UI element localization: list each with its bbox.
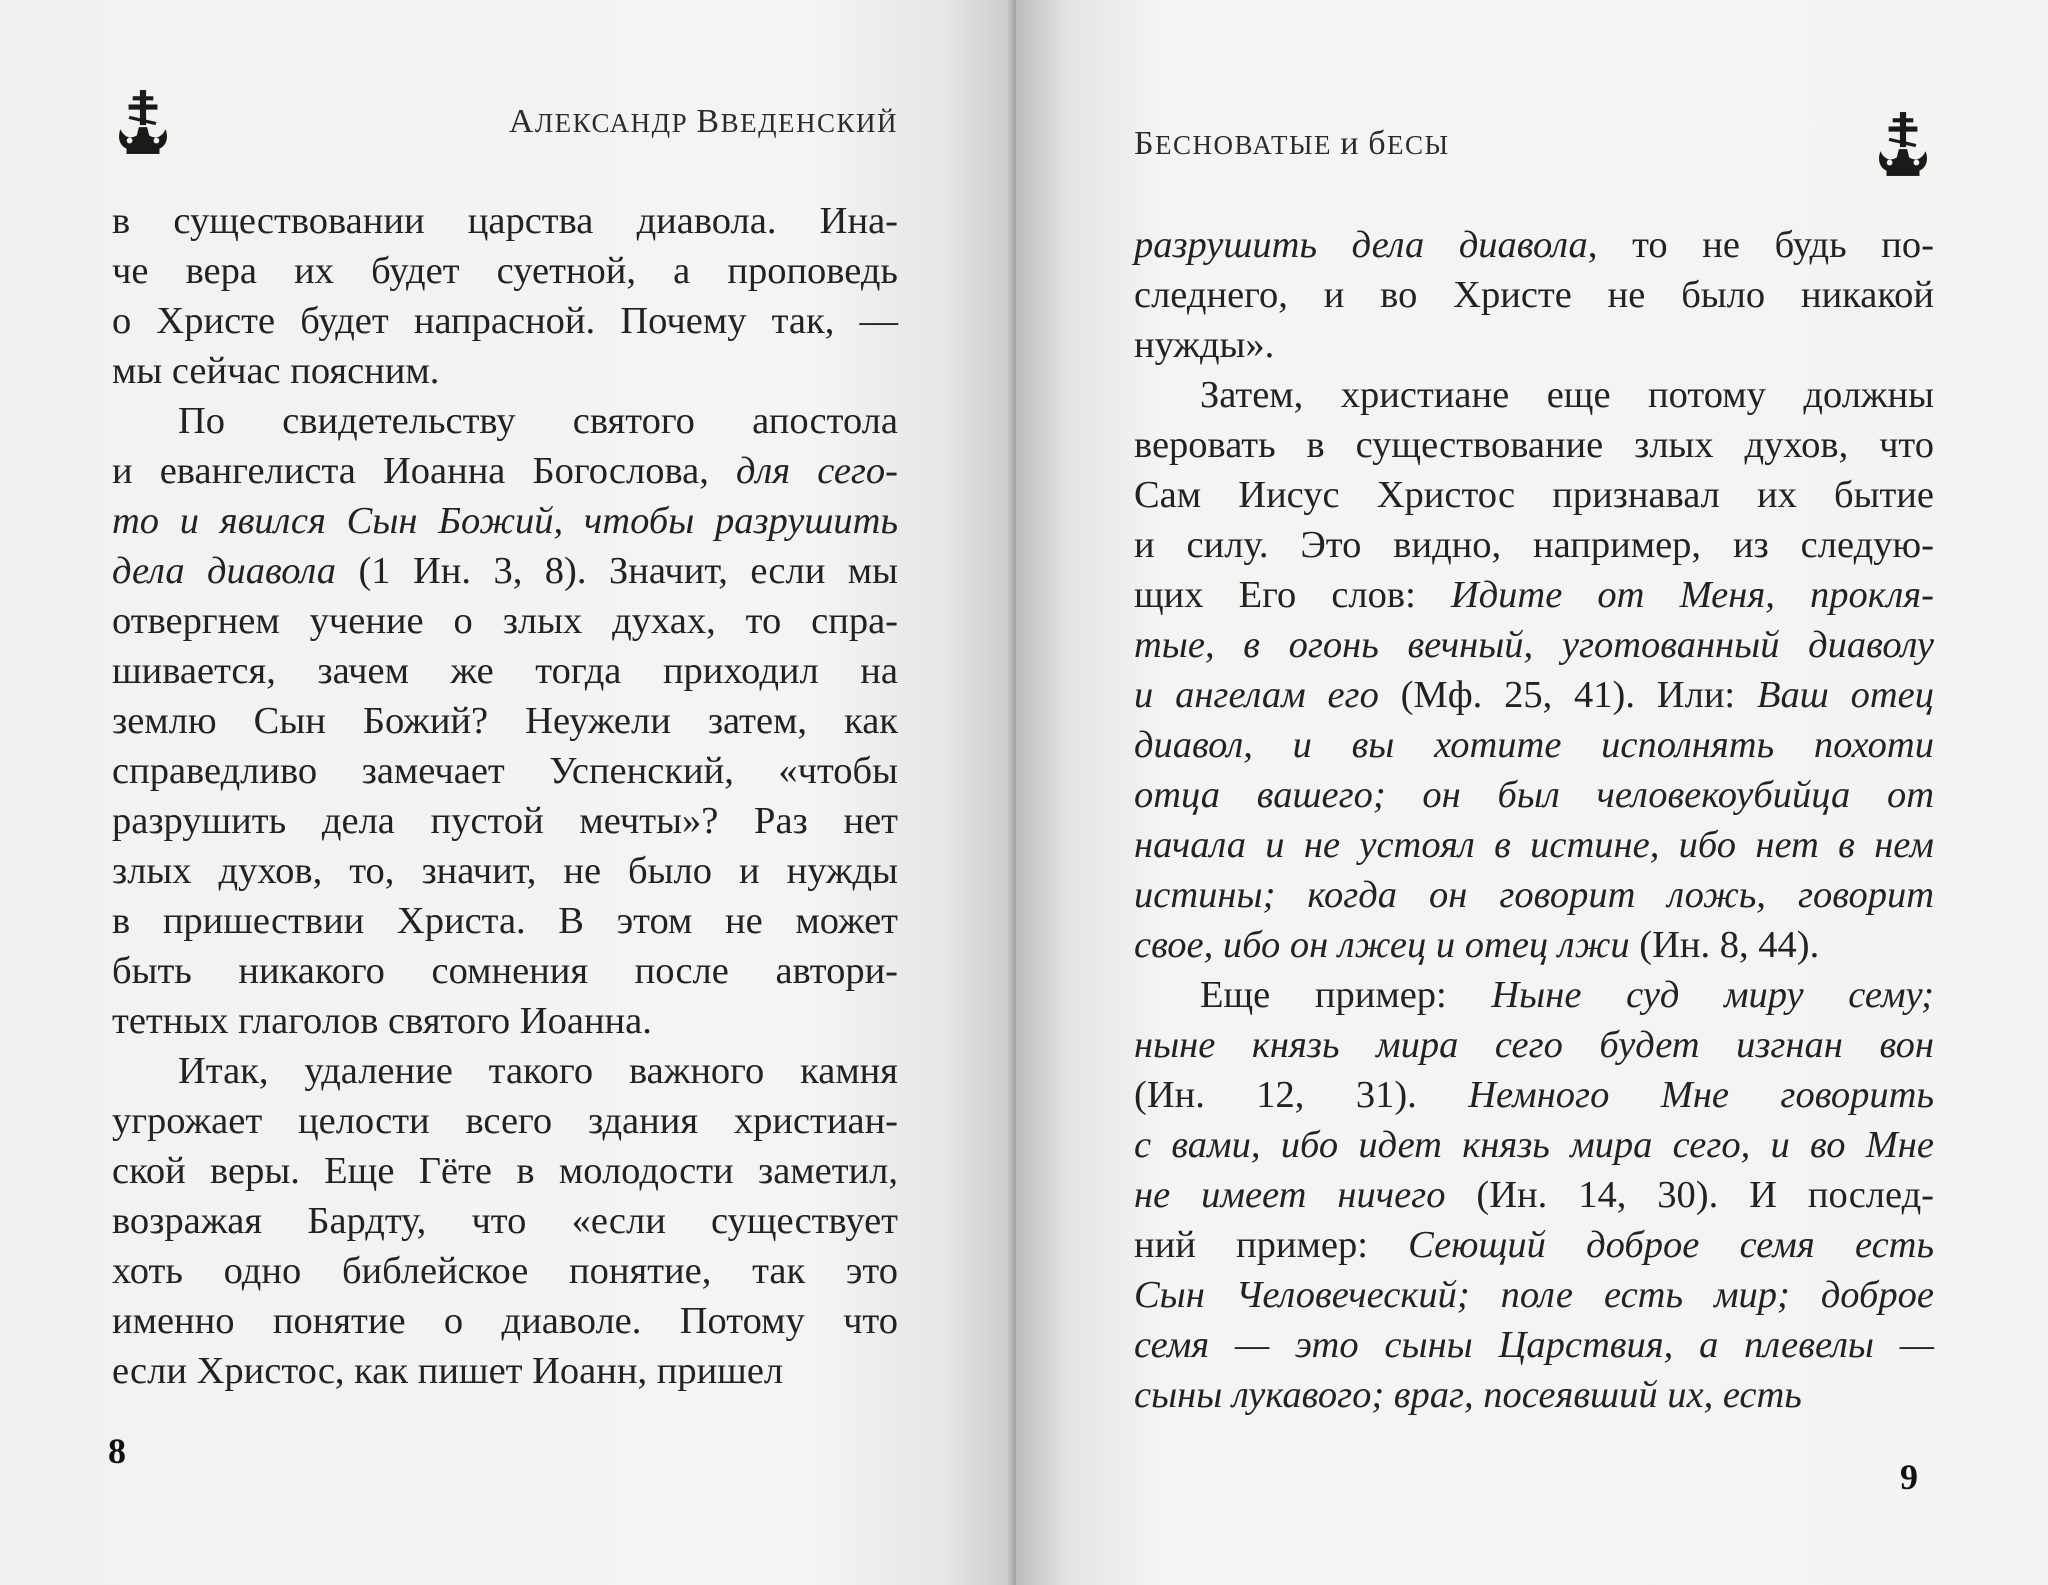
text-line bbox=[112, 1096, 898, 1146]
cross-emblem-icon bbox=[1872, 110, 1934, 178]
text-run: и силу. Это видно, например, из следую- bbox=[1134, 524, 1934, 566]
italic-quote: Сеющий доброе семя есть bbox=[1408, 1224, 1934, 1266]
italic-quote: ныне князь мира сего будет изгнан вон bbox=[1134, 1024, 1934, 1066]
text-run: в существовании царства диавола. Ина- bbox=[112, 200, 898, 242]
right-page bbox=[1016, 0, 2048, 1585]
text-line bbox=[1134, 970, 1934, 1020]
text-line bbox=[112, 946, 898, 996]
text-run: угрожает целости всего здания христиан- bbox=[112, 1100, 898, 1142]
text-run: (Ин. 8, 44). bbox=[1629, 924, 1820, 966]
text-line bbox=[112, 1296, 898, 1346]
text-run: следнего, и во Христе не было никакой bbox=[1134, 274, 1934, 316]
text-line bbox=[1134, 470, 1934, 520]
text-run: быть никакого сомнения после автори- bbox=[112, 950, 898, 992]
text-run: ний пример: bbox=[1134, 1224, 1409, 1266]
text-line bbox=[1134, 620, 1934, 670]
text-line bbox=[1134, 220, 1934, 270]
text-run: землю Сын Божий? Неужели затем, как bbox=[112, 700, 898, 742]
text-run: разрушить дела пустой мечты»? Раз нет bbox=[112, 800, 898, 842]
text-run: о Христе будет напрасной. Почему так, — bbox=[112, 300, 898, 342]
text-line bbox=[1134, 320, 1934, 370]
text-line bbox=[112, 646, 898, 696]
italic-quote: Ныне суд миру сему; bbox=[1491, 974, 1934, 1016]
italic-quote: не имеет ничего bbox=[1134, 1174, 1446, 1216]
text-run: справедливо замечает Успенский, «чтобы bbox=[112, 750, 898, 792]
text-line bbox=[112, 1346, 898, 1396]
text-run: (Мф. 25, 41). Или: bbox=[1378, 674, 1757, 716]
text-run: именно понятие о диаволе. Потому что bbox=[112, 1300, 898, 1342]
italic-quote: Идите от Меня, прокля- bbox=[1450, 574, 1934, 616]
italic-quote: семя — это сыны Царствия, а плевелы — bbox=[1134, 1324, 1934, 1366]
text-run: Затем, христиане еще потому должны bbox=[1200, 374, 1934, 416]
italic-quote: диавол, и вы хотите исполнять похоти bbox=[1134, 724, 1934, 766]
text-line bbox=[1134, 1220, 1934, 1270]
text-line bbox=[1134, 1270, 1934, 1320]
text-line bbox=[1134, 420, 1934, 470]
text-run: По свидетельству святого апостола bbox=[178, 400, 898, 442]
text-line bbox=[112, 396, 898, 446]
text-line bbox=[112, 896, 898, 946]
text-line bbox=[112, 846, 898, 896]
italic-quote: дела диавола bbox=[112, 550, 337, 592]
text-run: Сам Иисус Христос признавал их бытие bbox=[1134, 474, 1934, 516]
text-line bbox=[112, 1146, 898, 1196]
italic-quote: с вами, ибо идет князь мира сего, и во Мне bbox=[1134, 1124, 1934, 1166]
text-line bbox=[112, 496, 898, 546]
text-line bbox=[112, 196, 898, 246]
italic-quote: истины; когда он говорит ложь, говорит bbox=[1134, 874, 1934, 916]
text-line bbox=[1134, 670, 1934, 720]
left-body-text bbox=[112, 196, 898, 1396]
page-number: 8 bbox=[108, 1431, 126, 1471]
text-line bbox=[112, 596, 898, 646]
text-line bbox=[1134, 1170, 1934, 1220]
text-line bbox=[112, 246, 898, 296]
text-line bbox=[1134, 1370, 1934, 1420]
text-run: (Ин. 12, 31). bbox=[1134, 1074, 1469, 1116]
text-run: тетных глаголов святого Иоанна. bbox=[112, 1000, 652, 1042]
text-line bbox=[112, 1196, 898, 1246]
text-line bbox=[112, 1246, 898, 1296]
text-line bbox=[112, 746, 898, 796]
italic-quote: сыны лукавого; враг, посеявший их, есть bbox=[1134, 1374, 1802, 1416]
text-line bbox=[1134, 820, 1934, 870]
text-run: Итак, удаление такого важного камня bbox=[178, 1050, 898, 1092]
italic-quote: Ваш отец bbox=[1756, 674, 1934, 716]
text-line bbox=[112, 996, 898, 1046]
right-body-text bbox=[1134, 220, 1934, 1420]
text-run: в пришествии Христа. В этом не может bbox=[112, 900, 898, 942]
text-run: че вера их будет суетной, а проповедь bbox=[112, 250, 898, 292]
text-run: Еще пример: bbox=[1200, 974, 1492, 1016]
text-run: ской веры. Еще Гёте в молодости заметил, bbox=[112, 1150, 898, 1192]
text-line bbox=[1134, 770, 1934, 820]
text-run: хоть одно библейское понятие, так это bbox=[112, 1250, 898, 1292]
left-page bbox=[0, 0, 1016, 1585]
text-line bbox=[112, 296, 898, 346]
text-run: если Христос, как пишет Иоанн, пришел bbox=[112, 1350, 784, 1392]
text-run: , то не будь по- bbox=[1587, 224, 1934, 266]
italic-quote: разрушить дела диавола bbox=[1134, 224, 1588, 266]
text-line bbox=[112, 546, 898, 596]
text-line bbox=[1134, 1120, 1934, 1170]
text-line bbox=[1134, 1320, 1934, 1370]
text-run: и евангелиста Иоанна Богослова, bbox=[112, 450, 736, 492]
text-line bbox=[1134, 920, 1934, 970]
italic-quote: Немного Мне говорить bbox=[1468, 1074, 1934, 1116]
running-head-title: БЕСНОВАТЫЕ и бЕСЫ bbox=[1134, 125, 1450, 162]
italic-quote: Сын Человеческий; поле есть мир; доброе bbox=[1134, 1274, 1934, 1316]
italic-quote: отца вашего; он был человекоубийца от bbox=[1134, 774, 1934, 816]
text-line bbox=[1134, 720, 1934, 770]
text-run: нужды». bbox=[1134, 324, 1275, 366]
text-line bbox=[1134, 270, 1934, 320]
text-line bbox=[1134, 370, 1934, 420]
text-run: (1 Ин. 3, 8). Значит, если мы bbox=[336, 550, 898, 592]
text-run: шивается, зачем же тогда приходил на bbox=[112, 650, 898, 692]
text-line bbox=[112, 1046, 898, 1096]
text-run: веровать в существование злых духов, что bbox=[1134, 424, 1934, 466]
text-run: мы сейчас поясним. bbox=[112, 350, 440, 392]
text-line bbox=[112, 696, 898, 746]
page-number: 9 bbox=[1900, 1457, 1918, 1497]
text-line bbox=[1134, 570, 1934, 620]
italic-quote: начала и не устоял в истине, ибо нет в нем bbox=[1134, 824, 1934, 866]
text-line bbox=[1134, 870, 1934, 920]
left-header bbox=[112, 88, 898, 156]
text-line bbox=[112, 346, 898, 396]
right-header bbox=[1134, 110, 1934, 178]
text-line bbox=[112, 796, 898, 846]
text-run: отвергнем учение о злых духах, то спра- bbox=[112, 600, 898, 642]
text-run: щих Его слов: bbox=[1134, 574, 1451, 616]
cross-emblem-icon bbox=[112, 88, 174, 156]
text-line bbox=[1134, 1020, 1934, 1070]
text-run: возражая Бардту, что «если существует bbox=[112, 1200, 898, 1242]
italic-quote: для сего- bbox=[735, 450, 899, 492]
text-run: (Ин. 14, 30). И послед- bbox=[1445, 1174, 1934, 1216]
text-line bbox=[1134, 1070, 1934, 1120]
italic-quote: тые, в огонь вечный, уготованный диаволу bbox=[1134, 624, 1934, 666]
italic-quote: то и явился Сын Божий, чтобы разрушить bbox=[112, 500, 898, 542]
text-line bbox=[112, 446, 898, 496]
running-head-author: АЛЕКСАНДР ВВЕДЕНСКИЙ bbox=[508, 103, 898, 140]
italic-quote: свое, ибо он лжец и отец лжи bbox=[1134, 924, 1630, 966]
text-run: злых духов, то, значит, не было и нужды bbox=[112, 850, 898, 892]
text-line bbox=[1134, 520, 1934, 570]
italic-quote: и ангелам его bbox=[1134, 674, 1379, 716]
